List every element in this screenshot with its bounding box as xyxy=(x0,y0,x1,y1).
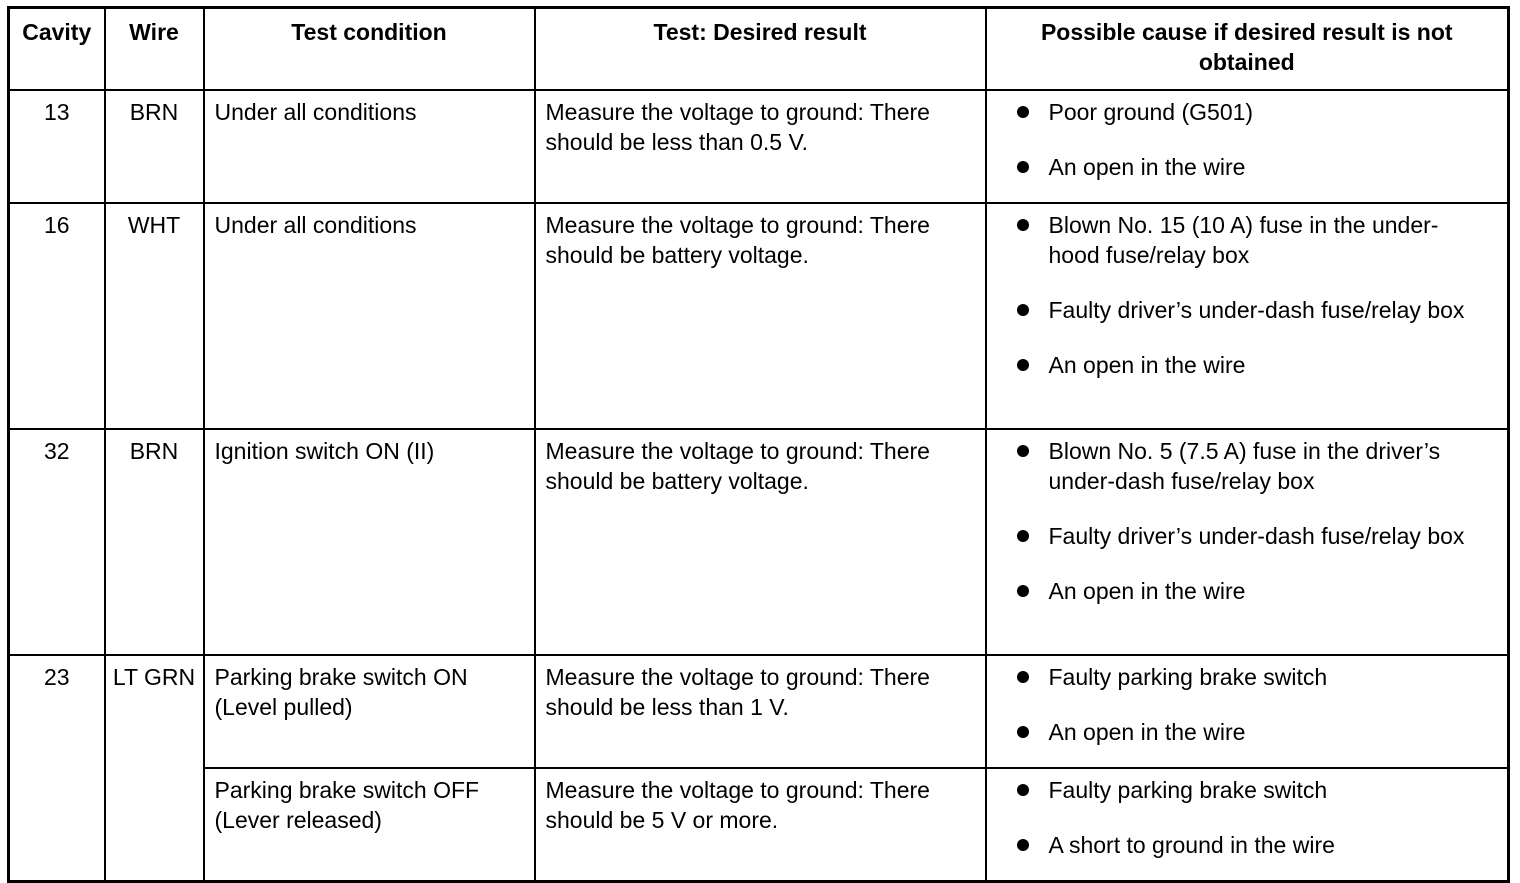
causes-cell xyxy=(986,90,1509,203)
header-desired-result: Test: Desired result xyxy=(535,8,986,91)
cause-text: Faulty driver’s under-dash fuse/relay box xyxy=(1048,297,1465,323)
bullet-icon xyxy=(1017,585,1029,597)
wire-cell: BRN xyxy=(105,429,204,655)
bullet-icon xyxy=(1017,106,1029,118)
wire-cell: BRN xyxy=(105,90,204,203)
header-wire: Wire xyxy=(105,8,204,91)
condition-cell: Ignition switch ON (II) xyxy=(204,429,535,655)
result-cell: Measure the voltage to ground: There should be battery voltage. xyxy=(535,429,986,655)
bullet-icon xyxy=(1017,161,1029,173)
causes-cell xyxy=(986,429,1509,655)
causes-cell xyxy=(986,768,1509,882)
condition-cell: Parking brake switch ON (Level pulled) xyxy=(204,655,535,768)
cause-text: An open in the wire xyxy=(1048,154,1246,180)
wire-cell: WHT xyxy=(105,203,204,429)
cause-item xyxy=(1009,152,1490,182)
header-row xyxy=(9,8,1509,91)
table-row xyxy=(9,655,1509,768)
cause-text: An open in the wire xyxy=(1048,578,1246,604)
cavity-cell: 23 xyxy=(9,655,105,882)
causes-cell xyxy=(986,203,1509,429)
cause-item xyxy=(1009,830,1490,860)
condition-cell: Under all conditions xyxy=(204,90,535,203)
bullet-icon xyxy=(1017,839,1029,851)
bullet-icon xyxy=(1017,726,1029,738)
bullet-icon xyxy=(1017,530,1029,542)
cause-text: Faulty parking brake switch xyxy=(1048,664,1328,690)
result-cell: Measure the voltage to ground: There should be battery voltage. xyxy=(535,203,986,429)
header-possible-cause: Possible cause if desired result is not obtained xyxy=(986,8,1509,91)
table-row xyxy=(9,90,1509,203)
cause-item xyxy=(1009,350,1490,380)
cause-list xyxy=(1009,210,1490,380)
result-cell: Measure the voltage to ground: There should be 5 V or more. xyxy=(535,768,986,882)
bullet-icon xyxy=(1017,671,1029,683)
bullet-icon xyxy=(1017,359,1029,371)
wire-cell: LT GRN xyxy=(105,655,204,882)
cause-text: Faulty driver’s under-dash fuse/relay box xyxy=(1048,523,1465,549)
cause-text: An open in the wire xyxy=(1048,352,1246,378)
cause-text: Poor ground (G501) xyxy=(1048,99,1254,125)
causes-cell xyxy=(986,655,1509,768)
diagnostic-table xyxy=(7,6,1510,883)
table-row xyxy=(9,203,1509,429)
cause-item xyxy=(1009,576,1490,606)
cause-item xyxy=(1009,97,1490,127)
cause-item xyxy=(1009,775,1490,805)
cavity-cell: 13 xyxy=(9,90,105,203)
cause-text: A short to ground in the wire xyxy=(1048,832,1335,858)
header-cavity: Cavity xyxy=(9,8,105,91)
cavity-cell: 32 xyxy=(9,429,105,655)
cause-text: Faulty parking brake switch xyxy=(1048,777,1328,803)
bullet-icon xyxy=(1017,445,1029,457)
cause-item xyxy=(1009,521,1490,551)
result-cell: Measure the voltage to ground: There should be less than 0.5 V. xyxy=(535,90,986,203)
condition-cell: Under all conditions xyxy=(204,203,535,429)
cause-list xyxy=(1009,97,1490,182)
bullet-icon xyxy=(1017,784,1029,796)
cavity-cell: 16 xyxy=(9,203,105,429)
table-row xyxy=(9,429,1509,655)
cause-list xyxy=(1009,662,1490,747)
table-row xyxy=(9,768,1509,882)
cause-text: An open in the wire xyxy=(1048,719,1246,745)
bullet-icon xyxy=(1017,219,1029,231)
cause-list xyxy=(1009,436,1490,606)
cause-item xyxy=(1009,295,1490,325)
result-cell: Measure the voltage to ground: There should be less than 1 V. xyxy=(535,655,986,768)
cause-item xyxy=(1009,717,1490,747)
cause-item xyxy=(1009,210,1490,270)
condition-cell: Parking brake switch OFF (Lever released) xyxy=(204,768,535,882)
cause-list xyxy=(1009,775,1490,860)
cause-text: Blown No. 5 (7.5 A) fuse in the driver’s under-dash fuse/relay box xyxy=(1048,438,1441,494)
cause-item xyxy=(1009,436,1490,496)
bullet-icon xyxy=(1017,304,1029,316)
cause-text: Blown No. 15 (10 A) fuse in the under-hood fuse/relay box xyxy=(1048,212,1439,268)
cause-item xyxy=(1009,662,1490,692)
header-test-condition: Test condition xyxy=(204,8,535,91)
